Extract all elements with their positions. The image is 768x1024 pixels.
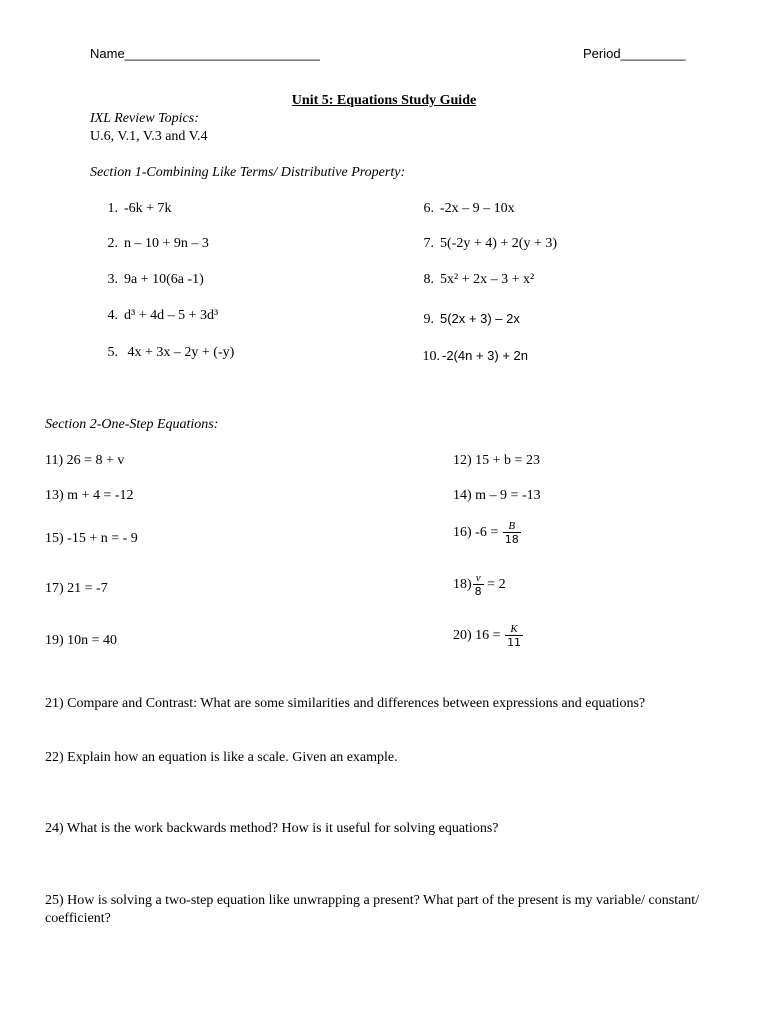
question-24: 24) What is the work backwards method? How is it useful for solving equations? [45, 821, 499, 836]
s2-item-12: 12) 15 + b = 23 [453, 453, 540, 468]
s2-item-19: 19) 10n = 40 [45, 633, 118, 648]
s2-item-11: 11) 26 = 8 + v [45, 453, 125, 468]
s1-item-4: 4. d³ + 4d – 5 + 3d³ [107, 308, 219, 323]
s2-item-16: 16) -6 = $\frac{B}{18}$ [453, 520, 519, 546]
s1-item-5: 5. 4x + 3x – 2y + (-y) [107, 345, 235, 360]
s1-item-9: 9. 5(2x + 3) – 2x [423, 311, 520, 327]
page-title: Unit 5: Equations Study Guide [291, 93, 477, 108]
s2-item-15: 15) -15 + n = - 9 [45, 531, 138, 546]
question-22: 22) Explain how an equation is like a scale. Given an example. [45, 750, 398, 765]
name-field-label: Name___________________________ [90, 46, 320, 61]
section1-heading: Section 1-Combining Like Terms/ Distributive Property: [90, 165, 406, 180]
ixl-topics-label: IXL Review Topics: [90, 111, 199, 126]
s1-item-6: 6. -2x – 9 – 10x [423, 201, 515, 216]
s1-item-3: 3. 9a + 10(6a -1) [107, 272, 204, 287]
question-21: 21) Compare and Contrast: What are some similarities and differences between expressions and equations? [45, 696, 646, 711]
s2-item-17: 17) 21 = -7 [45, 581, 108, 596]
s1-item-2: 2. n – 10 + 9n – 3 [107, 236, 209, 251]
s1-item-7: 7. 5(-2y + 4) + 2(y + 3) [423, 236, 557, 251]
s2-item-20: 20) 16 = $\frac{K}{11}$ [453, 623, 522, 649]
s1-item-8: 8. 5x² + 2x – 3 + x² [423, 272, 535, 287]
s2-item-18: 18) $\frac{v}{8}$ = 2 [453, 572, 506, 598]
s1-item-10: 10. -2(4n + 3) + 2n [422, 348, 528, 364]
question-25: 25) How is solving a two-step equation like unwrapping a present? What part of the present is my variable/ constant/ coefficient? [45, 893, 700, 926]
ixl-topics-list: U.6, V.1, V.3 and V.4 [90, 129, 208, 144]
section2-heading: Section 2-One-Step Equations: [45, 417, 219, 432]
s2-item-13: 13) m + 4 = -12 [45, 488, 134, 503]
s1-item-1: 1. -6k + 7k [107, 201, 172, 216]
period-field-label: Period_________ [583, 46, 686, 61]
s2-item-14: 14) m – 9 = -13 [453, 488, 541, 503]
